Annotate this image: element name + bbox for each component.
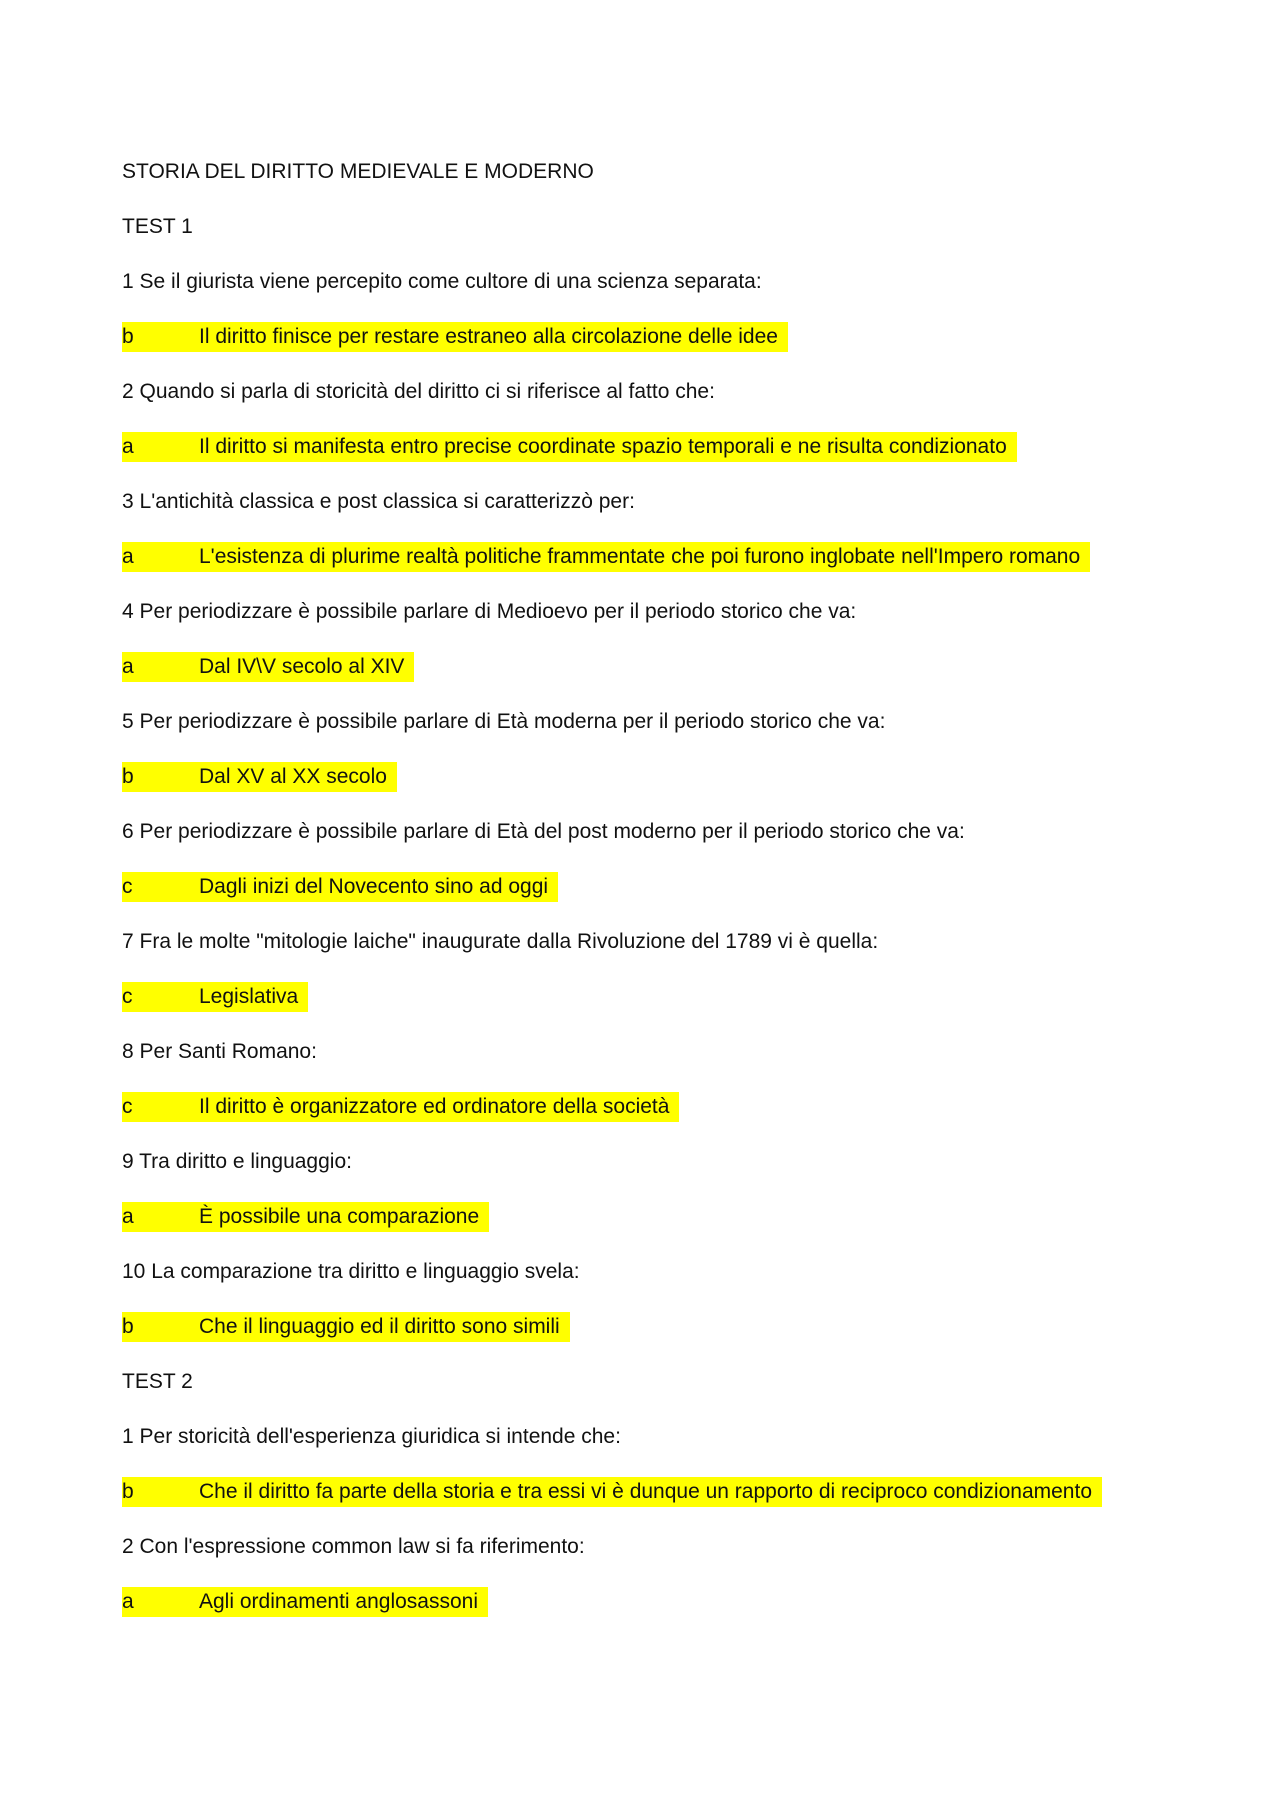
question-text: 5 Per periodizzare è possibile parlare di Età moderna per il periodo storico che va: [122, 710, 886, 733]
question-text: 1 Per storicità dell'esperienza giuridica si intende che: [122, 1425, 621, 1448]
answer-line [122, 318, 1172, 373]
answer-highlight [122, 542, 1090, 572]
test-heading: TEST 1 [122, 215, 193, 238]
question-text: 2 Quando si parla di storicità del diritto ci si riferisce al fatto che: [122, 380, 715, 403]
answer-text: È possibile una comparazione [199, 1205, 480, 1228]
answer-line [122, 428, 1172, 483]
answer-highlight [122, 762, 397, 792]
answer-letter: b [122, 1315, 134, 1338]
answer-line [122, 1088, 1172, 1143]
answer-letter: a [122, 1590, 134, 1613]
answer-highlight [122, 1477, 1102, 1507]
answer-text: Dal IV\V secolo al XIV [199, 655, 405, 678]
answer-text: L'esistenza di plurime realtà politiche frammentate che poi furono inglobate nell'Impero romano [199, 545, 1081, 568]
question-text: 3 L'antichità classica e post classica si caratterizzò per: [122, 490, 635, 513]
answer-letter: b [122, 1480, 134, 1503]
answer-letter: c [122, 985, 133, 1008]
answer-letter: a [122, 435, 134, 458]
answer-line [122, 1198, 1172, 1253]
answer-text: Il diritto si manifesta entro precise coordinate spazio temporali e ne risulta condizionato [199, 435, 1007, 458]
answer-letter: c [122, 875, 133, 898]
question-text: 1 Se il giurista viene percepito come cultore di una scienza separata: [122, 270, 762, 293]
question-text: 10 La comparazione tra diritto e linguaggio svela: [122, 1260, 580, 1283]
answer-highlight [122, 1312, 570, 1342]
document-body [122, 153, 1172, 1638]
answer-text: Dagli inizi del Novecento sino ad oggi [199, 875, 549, 898]
answer-letter: b [122, 765, 134, 788]
answer-highlight [122, 432, 1017, 462]
answer-text: Che il diritto fa parte della storia e tra essi vi è dunque un rapporto di reciproco condizionamento [199, 1480, 1093, 1503]
question-text: 6 Per periodizzare è possibile parlare di Età del post moderno per il periodo storico che va: [122, 820, 965, 843]
answer-text: Agli ordinamenti anglosassoni [199, 1590, 478, 1613]
answer-line [122, 978, 1172, 1033]
answer-text: Il diritto finisce per restare estraneo alla circolazione delle idee [199, 325, 778, 348]
question-text: 9 Tra diritto e linguaggio: [122, 1150, 352, 1173]
question-text: 4 Per periodizzare è possibile parlare di Medioevo per il periodo storico che va: [122, 600, 857, 623]
answer-text: Il diritto è organizzatore ed ordinatore della società [199, 1095, 670, 1118]
question-text: 2 Con l'espressione common law si fa riferimento: [122, 1535, 585, 1558]
answer-highlight [122, 872, 558, 902]
answer-highlight [122, 1202, 489, 1232]
answer-letter: a [122, 1205, 134, 1228]
answer-highlight [122, 652, 414, 682]
answer-letter: c [122, 1095, 133, 1118]
answer-letter: a [122, 655, 134, 678]
answer-line [122, 1308, 1172, 1363]
answer-letter: b [122, 325, 134, 348]
question-text: 7 Fra le molte "mitologie laiche" inaugurate dalla Rivoluzione del 1789 vi è quella: [122, 930, 879, 953]
answer-line [122, 1473, 1172, 1528]
answer-text: Dal XV al XX secolo [199, 765, 387, 788]
answer-highlight [122, 982, 308, 1012]
answer-line [122, 648, 1172, 703]
answer-highlight [122, 1587, 488, 1617]
answer-line [122, 868, 1172, 923]
answer-highlight [122, 322, 788, 352]
answer-line [122, 1583, 1172, 1638]
answer-text: Che il linguaggio ed il diritto sono simili [199, 1315, 560, 1338]
answer-text: Legislativa [199, 985, 299, 1008]
answer-highlight [122, 1092, 679, 1122]
test-heading: TEST 2 [122, 1370, 193, 1393]
answer-line [122, 758, 1172, 813]
document-title: STORIA DEL DIRITTO MEDIEVALE E MODERNO [122, 160, 594, 183]
answer-letter: a [122, 545, 134, 568]
answer-line [122, 538, 1172, 593]
question-text: 8 Per Santi Romano: [122, 1040, 317, 1063]
